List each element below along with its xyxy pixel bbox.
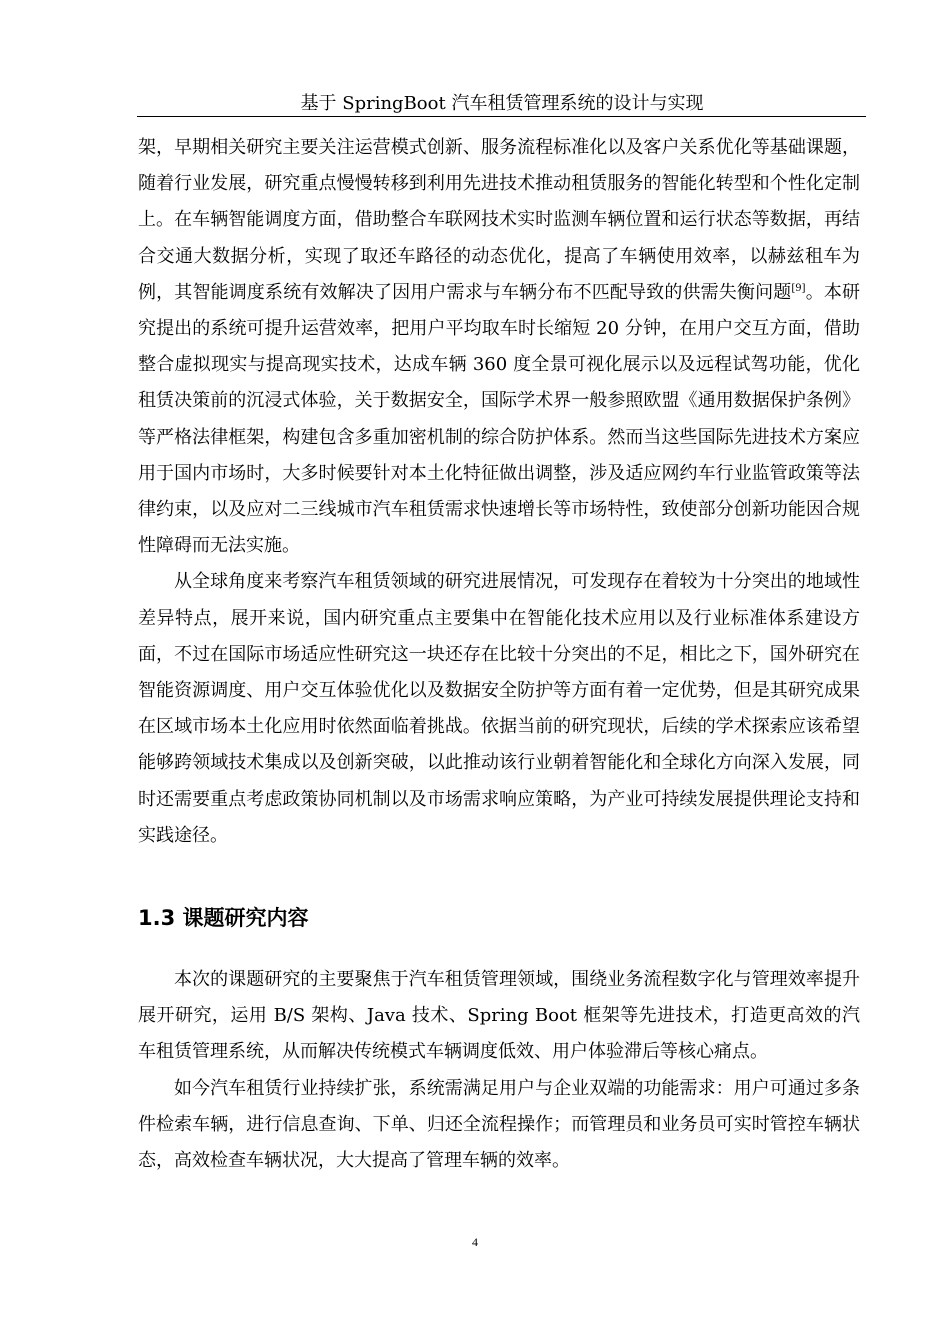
body-block-1 — [138, 130, 860, 854]
header-divider — [137, 116, 866, 117]
body-block-2 — [138, 962, 860, 1179]
citation-9: [9] — [791, 282, 806, 294]
section-title: 1.3 课题研究内容 — [138, 906, 309, 930]
page-number: 4 — [472, 1235, 478, 1249]
paragraph-1 — [138, 130, 860, 564]
section-heading-block — [138, 898, 860, 938]
paragraph-2: 从全球角度来考察汽车租赁领域的研究进展情况，可发现存在着较为十分突出的地域性差异特点，展开来说，国内研究重点主要集中在智能化技术应用以及行业标准体系建设方面，不过在国际市场适应性研究这一块还存在比较十分突出的不足，相比之下，国外研究在智能资源调度、用户交互体验优化以及数据安全防护等方面有着一定优势，但是其研究成果在区域市场本土化应用时依然面临着挑战。依据当前的研究现状，后续的学术探索应该希望能够跨领域技术集成以及创新突破，以此推动该行业朝着智能化和全球化方向深入发展，同时还需要重点考虑政策协同机制以及市场需求响应策略，为产业可持续发展提供理论支持和实践途径。 — [138, 571, 860, 846]
paragraph-4: 如今汽车租赁行业持续扩张，系统需满足用户与企业双端的功能需求：用户可通过多条件检索车辆，进行信息查询、下单、归还全流程操作；而管理员和业务员可实时管控车辆状态，高效检查车辆状况，大大提高了管理车辆的效率。 — [138, 1077, 860, 1172]
paragraph-1-text: 架，早期相关研究主要关注运营模式创新、服务流程标准化以及客户关系优化等基础课题，随着行业发展，研究重点慢慢转移到利用先进技术推动租赁服务的智能化转型和个性化定制上。在车辆智能调度方面，借助整合车联网技术实时监测车辆位置和运行状态等数据，再结合交通大数据分析，实现了取还车路径的动态优化，提高了车辆使用效率，以赫兹租车为例，其智能调度系统有效解决了因用户需求与车辆分布不匹配导致的供需失衡问题 — [138, 137, 860, 303]
paragraph-1-text-cont: 。本研究提出的系统可提升运营效率，把用户平均取车时长缩短 20 分钟，在用户交互方面，借助整合虚拟现实与提高现实技术，达成车辆 360 度全景可视化展示以及远程试驾功能，优化租赁决策前的沉浸式体验，关于数据安全，国际学术界一般参照欧盟《通用数据保护条例》等严格法律框架，构建包含多重加密机制的综合防护体系。然而当这些国际先进技术方案应用于国内市场时，大多时候要针对本土化特征做出调整，涉及适应网约车行业监管政策等法律约束，以及应对二三线城市汽车租赁需求快速增长等市场特性，致使部分创新功能因合规性障碍而无法实施。 — [138, 281, 861, 557]
paragraph-3: 本次的课题研究的主要聚焦于汽车租赁管理领域，围绕业务流程数字化与管理效率提升展开研究，运用 B/S 架构、Java 技术、Spring Boot 框架等先进技术，打造更高效的汽车租赁管理系统，从而解决传统模式车辆调度低效、用户体验滞后等核心痛点。 — [138, 969, 860, 1063]
page-header-title: 基于 SpringBoot 汽车租赁管理系统的设计与实现 — [300, 93, 704, 114]
